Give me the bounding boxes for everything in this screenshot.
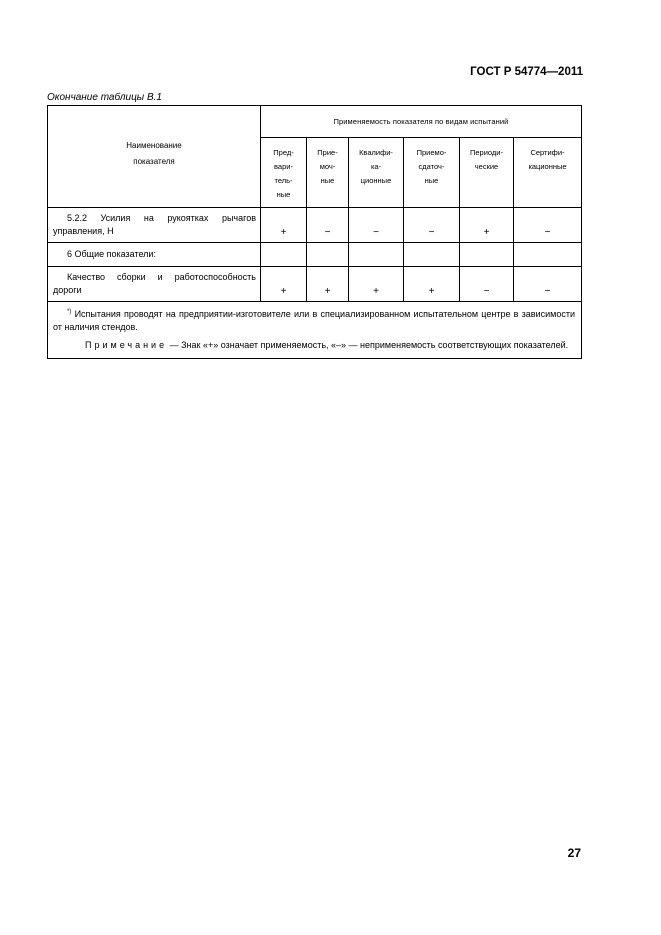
column-header-text: Квалифи- ка- ционные bbox=[359, 148, 393, 186]
applicability-mark bbox=[460, 243, 514, 267]
applicability-mark bbox=[514, 243, 582, 267]
column-header-periodic bbox=[460, 138, 514, 208]
applicability-mark: + bbox=[307, 267, 349, 302]
name-header-line2: показателя bbox=[133, 156, 175, 166]
row-label-text: Качество сборки и работоспособность дороги bbox=[53, 272, 256, 295]
document-code: ГОСТ Р 54774—2011 bbox=[470, 66, 583, 78]
column-header-delivery bbox=[404, 138, 460, 208]
table-row bbox=[48, 267, 582, 302]
column-header-qualification bbox=[349, 138, 404, 208]
applicability-mark bbox=[404, 243, 460, 267]
applicability-mark: + bbox=[404, 267, 460, 302]
applicability-mark: − bbox=[349, 208, 404, 243]
applicability-mark bbox=[261, 243, 307, 267]
column-header-text: Приемо- сдаточ- ные bbox=[416, 148, 447, 186]
column-header-text: Сертифи- кационные bbox=[528, 148, 567, 172]
note bbox=[53, 339, 575, 352]
column-header-text: Пред- вари- тель- ные bbox=[273, 148, 294, 200]
column-header-certification bbox=[514, 138, 582, 208]
column-header-preliminary bbox=[261, 138, 307, 208]
applicability-mark: + bbox=[460, 208, 514, 243]
row-label-text: 5.2.2 Усилия на рукоятках рычагов управления, Н bbox=[53, 213, 256, 236]
footnote bbox=[53, 306, 575, 334]
applicability-table bbox=[47, 105, 582, 359]
footnote-cell bbox=[48, 302, 582, 359]
applicability-mark: − bbox=[514, 267, 582, 302]
applicability-mark: + bbox=[261, 267, 307, 302]
applicability-mark: − bbox=[307, 208, 349, 243]
applicability-mark bbox=[349, 243, 404, 267]
applicability-mark: − bbox=[460, 267, 514, 302]
test-types-group-header: Применяемость показателя по видам испытаний bbox=[261, 106, 582, 138]
footnote-marker: *) bbox=[67, 309, 72, 315]
table-row bbox=[48, 243, 582, 267]
table-caption: Окончание таблицы В.1 bbox=[47, 92, 162, 103]
column-header-text: Прие- моч- ные bbox=[317, 148, 338, 186]
page-number: 27 bbox=[567, 846, 581, 860]
row-label bbox=[48, 208, 261, 243]
row-label bbox=[48, 243, 261, 267]
row-label bbox=[48, 267, 261, 302]
note-label: Примечание bbox=[85, 340, 168, 350]
table-footnote-row bbox=[48, 302, 582, 359]
applicability-mark bbox=[307, 243, 349, 267]
applicability-mark: − bbox=[514, 208, 582, 243]
table-row bbox=[48, 208, 582, 243]
row-label-text: 6 Общие показатели: bbox=[67, 249, 156, 259]
name-header-line1: Наименование bbox=[126, 140, 182, 150]
column-header-text: Периоди- ческие bbox=[470, 148, 503, 172]
note-text: — Знак «+» означает применяемость, «–» — неприменяемость соответствующих показателей. bbox=[169, 340, 569, 350]
applicability-mark: + bbox=[349, 267, 404, 302]
footnote-text: Испытания проводят на предприятии-изготовителе или в специализированном испытательном центре в зависимости от наличия стендов. bbox=[53, 309, 575, 332]
name-column-header bbox=[48, 106, 261, 208]
applicability-mark: + bbox=[261, 208, 307, 243]
column-header-acceptance bbox=[307, 138, 349, 208]
table-header-row bbox=[48, 106, 582, 138]
applicability-mark: − bbox=[404, 208, 460, 243]
